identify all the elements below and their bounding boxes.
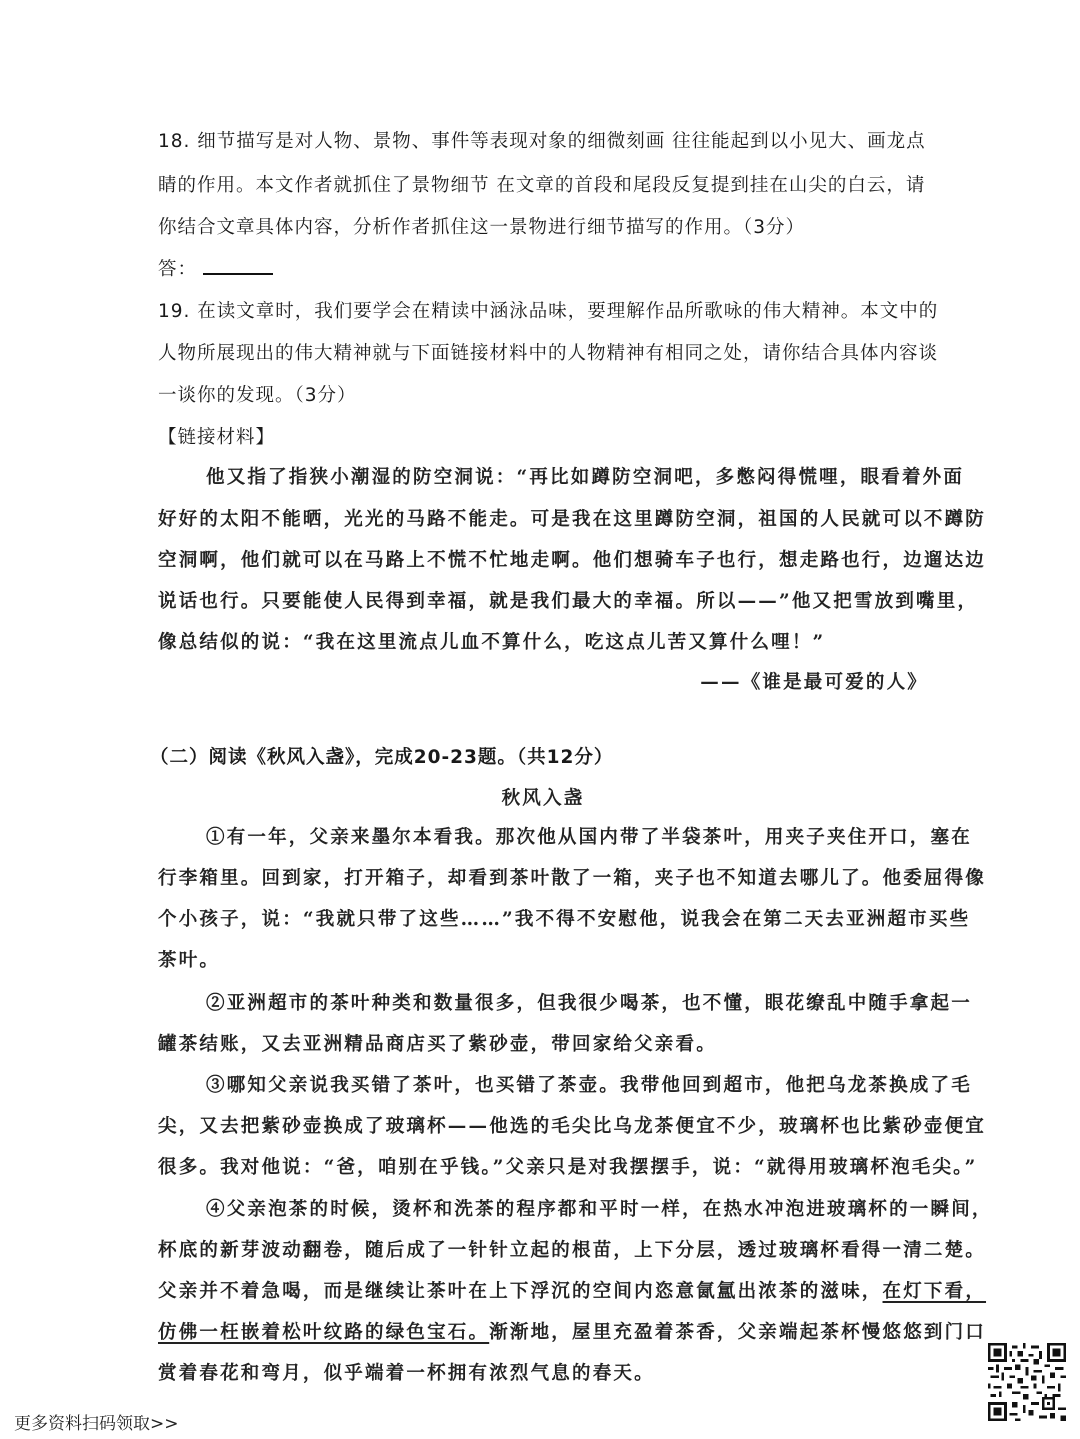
paragraph-1-line: 个小孩子，说：“我就只带了这些……”我不得不安慰他，说我会在第二天去亚洲超市买些 [158,909,971,930]
paragraph-1-line: 行李箱里。回到家，打开箱子，却看到茶叶散了一箱，夹子也不知道去哪儿了。他委屈得像 [158,868,987,889]
paragraph-1-line: 茶叶。 [158,950,221,971]
footer-link[interactable]: 更多资料扫码领取>> [14,1414,179,1434]
underlined-sentence: 仿佛一枉嵌着松叶纹路的绿色宝石。 [158,1322,490,1343]
underlined-sentence: 在灯下看， [882,1281,987,1302]
qr-code-graphic [988,1343,1066,1421]
q18-line-3: 你结合文章具体内容，分析作者抓住这一景物进行细节描写的作用。（3分） [158,217,806,238]
link-material-heading: 【链接材料】 [158,427,276,448]
paragraph-3-line: ③哪知父亲说我买错了茶叶，也买错了茶壶。我带他回到超市，他把乌龙茶换成了毛 [206,1075,972,1096]
answer-label: 答： [158,259,198,280]
paragraph-4-line [158,1318,987,1344]
section-heading: （二）阅读《秋风入盏》，完成20-23题。（共12分） [150,747,614,768]
q19-line-1: 19. 在读文章时，我们要学会在精读中涵泳品味，要理解作品所歌咏的伟大精神。本文中的 [158,301,939,322]
answer-blank [203,259,273,275]
paragraph-2-line: 罐茶结账，又去亚洲精品商店买了紫砂壶，带回家给父亲看。 [158,1034,717,1055]
link-material-line: 好好的太阳不能晒，光光的马路不能走。可是我在这里蹲防空洞，祖国的人民就可以不蹲防 [158,509,987,530]
paragraph-4-text: 渐渐地，屋里充盈着茶香，父亲端起茶杯慢悠悠到门口 [489,1322,987,1343]
paragraph-3-line: 很多。我对他说：“爸，咱别在乎钱。”父亲只是对我摆摆手，说：“就得用玻璃杯泡毛尖。” [158,1157,978,1178]
paragraph-4-text: 父亲并不着急喝，而是继续让茶叶在上下浮沉的空间内恣意氤氲出浓茶的滋味， [158,1281,883,1302]
paragraph-4-line [158,1277,987,1303]
article-title: 秋风入盏 [501,788,585,809]
q18-answer [158,255,948,281]
link-material-line: 说话也行。只要能使人民得到幸福，就是我们最大的幸福。所以——”他又把雪放到嘴里， [158,591,979,612]
paragraph-4-line: ④父亲泡茶的时候，烫杯和洗茶的程序都和平时一样，在热水冲泡进玻璃杯的一瞬间， [206,1199,993,1220]
paragraph-3-line: 尖，又去把紫砂壶换成了玻璃杯——他选的毛尖比乌龙茶便宜不少，玻璃杯也比紫砂壶便宜 [158,1116,987,1137]
q19-line-3: 一谈你的发现。（3分） [158,385,357,406]
paragraph-1-line: ①有一年，父亲来墨尔本看我。那次他从国内带了半袋茶叶，用夹子夹住开口，塞在 [206,827,972,848]
q18-line-1: 18. 细节描写是对人物、景物、事件等表现对象的细微刻画 往往能起到以小见大、画龙点 [158,131,926,152]
link-material-line: 像总结似的说：“我在这里流点儿血不算什么，吃这点儿苦又算什么哩！” [158,632,826,653]
paragraph-4-line: 杯底的新芽波动翻卷，随后成了一针针立起的根苗，上下分层，透过玻璃杯看得一清二楚。 [158,1240,987,1261]
q19-line-2: 人物所展现出的伟大精神就与下面链接材料中的人物精神有相同之处，请你结合具体内容谈 [158,343,939,364]
link-material-line: 空洞啊，他们就可以在马路上不慌不忙地走啊。他们想骑车子也行，想走路也行，边遛达边 [158,550,987,571]
paragraph-2-line: ②亚洲超市的茶叶种类和数量很多，但我很少喝茶，也不懂，眼花缭乱中随手拿起一 [206,993,972,1014]
q18-line-2: 睛的作用。本文作者就抓住了景物细节 在文章的首段和尾段反复提到挂在山尖的白云，请 [158,175,926,196]
paragraph-4-line: 赏着春花和弯月，似乎端着一杯拥有浓烈气息的春天。 [158,1363,655,1384]
qr-code-icon[interactable] [988,1343,1066,1421]
link-material-line: 他又指了指狭小潮湿的防空洞说：“再比如蹲防空洞吧，多憋闷得慌哩，眼看着外面 [206,467,965,488]
link-material-source: ——《谁是最可爱的人》 [700,672,928,693]
